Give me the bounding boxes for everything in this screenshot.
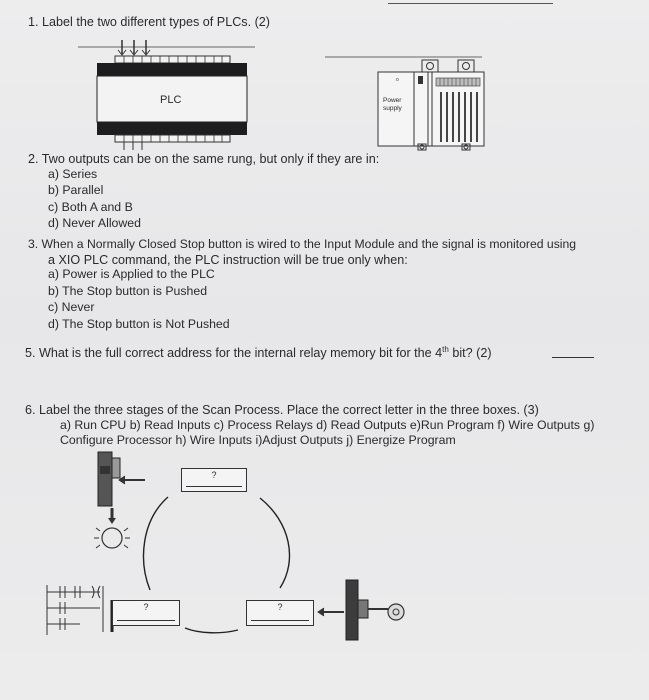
power-supply-label-line2: supply <box>383 105 402 112</box>
q2-option-b: b) Parallel <box>48 183 104 197</box>
q3-option-d: d) The Stop button is Not Pushed <box>48 317 230 331</box>
q5-superscript: th <box>442 344 449 354</box>
q3-option-a: a) Power is Applied to the PLC <box>48 267 215 281</box>
q2-option-a: a) Series <box>48 167 98 181</box>
q3-option-b: b) The Stop button is Pushed <box>48 284 208 298</box>
rack-plc-diagram <box>325 57 484 150</box>
q6-choices-line1: a) Run CPU b) Read Inputs c) Process Relays d) Read Outputs e)Run Program f) Wire Outputs g) <box>60 418 595 432</box>
svg-text:o: o <box>396 77 399 83</box>
plc-label: PLC <box>160 94 182 106</box>
scan-stage-box-left[interactable] <box>112 600 180 626</box>
q2-option-d: d) Never Allowed <box>48 216 141 230</box>
question-6-text: 6. Label the three stages of the Scan Process. Place the correct letter in the three boxes. (3) <box>25 403 539 417</box>
question-2-text: 2. Two outputs can be on the same rung, but only if they are in: <box>28 152 380 166</box>
scan-stage-box-left-placeholder: ? <box>143 602 149 612</box>
question-5-text <box>25 345 492 361</box>
power-supply-label-line1: Power <box>383 97 402 104</box>
scan-stage-box-right[interactable] <box>246 600 314 626</box>
q5-answer-line[interactable] <box>552 357 594 358</box>
scan-stage-box-right-line <box>251 620 309 621</box>
scan-stage-box-top-line <box>186 486 242 487</box>
q3-option-c: c) Never <box>48 300 95 314</box>
question-3-line1: 3. When a Normally Closed Stop button is wired to the Input Module and the signal is monitored using <box>28 237 577 251</box>
question-3-line2: a XIO PLC command, the PLC instruction will be true only when: <box>48 253 408 267</box>
q5-text-before: 5. What is the full correct address for the internal relay memory bit for the 4 <box>25 346 443 360</box>
scan-stage-box-left-line <box>117 620 175 621</box>
q6-choices-line2: Configure Processor h) Wire Inputs i)Adjust Outputs j) Energize Program <box>60 433 456 447</box>
scan-stage-box-right-placeholder: ? <box>277 602 283 612</box>
scan-stage-box-top[interactable] <box>181 468 247 492</box>
scan-stage-box-top-placeholder: ? <box>211 470 217 480</box>
question-1-text: 1. Label the two different types of PLCs. (2) <box>28 15 270 29</box>
q2-option-c: c) Both A and B <box>48 200 133 214</box>
q5-text-after: bit? (2) <box>448 346 492 360</box>
